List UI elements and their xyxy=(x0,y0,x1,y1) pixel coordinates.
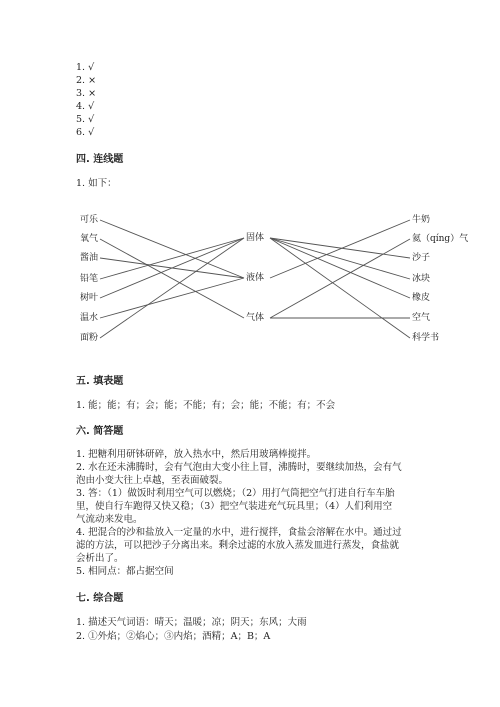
left-item-oxygen: 氧气 xyxy=(80,234,99,244)
middle-item-solid: 固体 xyxy=(246,233,265,243)
right-item-sand: 沙子 xyxy=(412,253,431,263)
judgement-answer-5: 5. √ xyxy=(76,114,95,125)
section-6-line-6: 气流动来发电。 xyxy=(76,514,143,525)
line-leaf-solid xyxy=(100,238,244,298)
section-7-line-2: 2. ①外焰；②焰心；③内焰；酒精；A；B；A xyxy=(76,631,271,642)
section-4-answer-intro: 1. 如下： xyxy=(76,178,117,189)
section-6-line-4: 3. 答：（1）做饭时利用空气可以燃烧；（2）用打气筒把空气打进自行车车胎 xyxy=(76,488,395,499)
section-7-line-1: 1. 描述天气词语：晴天；温暖；凉；阴天；东风；大雨 xyxy=(76,617,307,628)
right-item-ice: 冰块 xyxy=(412,274,431,284)
line-pencil-solid xyxy=(100,238,244,279)
right-item-air: 空气 xyxy=(412,313,431,323)
section-7-heading: 七. 综合题 xyxy=(76,593,124,604)
line-warmwater-liquid xyxy=(100,278,244,318)
line-solid-sand xyxy=(270,238,410,258)
section-6-line-1: 1. 把糖利用研钵研碎，放入热水中，然后用玻璃棒搅拌。 xyxy=(76,449,317,460)
right-item-milk: 牛奶 xyxy=(412,215,431,225)
middle-item-liquid: 液体 xyxy=(246,273,265,283)
section-6-line-2: 2. 水在还未沸腾时，会有气泡由大变小往上冒，沸腾时，要继续加热，会有气 xyxy=(76,462,402,473)
judgement-answer-2: 2. × xyxy=(76,75,97,86)
section-4-heading: 四. 连线题 xyxy=(76,154,124,165)
right-item-sciencebook: 科学书 xyxy=(412,333,440,343)
left-item-flour: 面粉 xyxy=(80,333,99,343)
section-6-line-8: 滤的方法，可以把沙子分离出来。剩余过滤的水放入蒸发皿进行蒸发，食盐就 xyxy=(76,540,400,551)
judgement-answer-6: 6. √ xyxy=(76,127,95,138)
judgement-answer-3: 3. × xyxy=(76,88,97,99)
line-liquid-milk xyxy=(270,220,410,278)
section-6-line-9: 会析出了。 xyxy=(76,553,124,564)
section-6-line-7: 4. 把混合的沙和盐放入一定量的水中，进行搅拌，食盐会溶解在水中。通过过 xyxy=(76,527,402,538)
left-item-leaf: 树叶 xyxy=(80,293,99,303)
judgement-answer-1: 1. √ xyxy=(76,62,95,73)
line-solid-eraser xyxy=(270,238,410,298)
section-6-heading: 六. 简答题 xyxy=(76,426,124,437)
line-oxygen-gas xyxy=(100,239,244,318)
line-flour-solid xyxy=(100,238,244,338)
section-5-heading: 五. 填表题 xyxy=(76,376,124,387)
section-6-line-10: 5. 相同点：都占据空间 xyxy=(76,566,174,577)
left-item-soysauce: 酱油 xyxy=(80,253,99,263)
middle-item-gas: 气体 xyxy=(246,313,265,323)
judgement-answer-4: 4. √ xyxy=(76,101,95,112)
section-6-line-3: 泡由小变大往上卓越，至表面破裂。 xyxy=(76,475,229,486)
left-item-pencil: 铅笔 xyxy=(80,274,99,284)
left-item-warmwater: 温水 xyxy=(80,313,99,323)
line-cola-liquid xyxy=(100,220,244,278)
section-5-answer: 1. 能；能；有；会；能；不能；有；会；能；不能；有；不会 xyxy=(76,400,336,411)
right-item-eraser: 橡皮 xyxy=(412,293,431,303)
line-solid-sciencebook xyxy=(270,238,410,338)
line-gas-helium xyxy=(270,239,410,318)
line-solid-ice xyxy=(270,238,410,279)
right-item-helium: 氦（qíng）气 xyxy=(412,234,469,244)
left-item-cola: 可乐 xyxy=(80,215,99,225)
section-6-line-5: 里，使自行车跑得又快又稳；（3）把空气装进充气玩具里；（4）人们利用空 xyxy=(76,501,393,512)
